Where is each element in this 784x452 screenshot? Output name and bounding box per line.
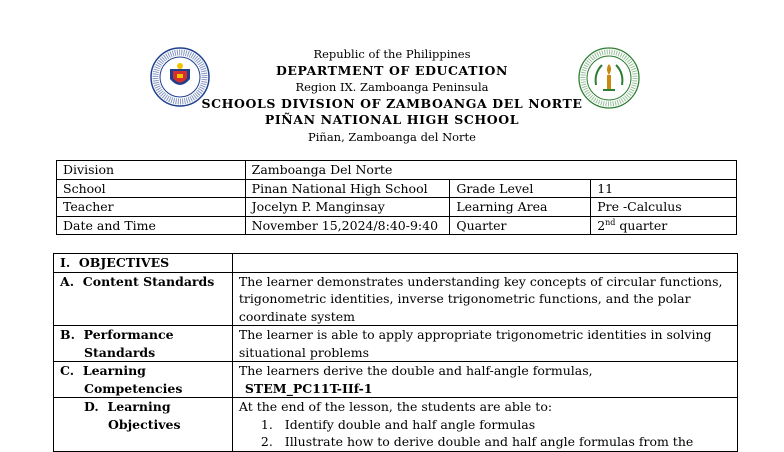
performance-standards-title-2: Standards — [84, 344, 156, 360]
school-label: School — [57, 179, 246, 198]
teacher-value: Jocelyn P. Manginsay — [245, 198, 450, 217]
learning-objectives-row — [54, 398, 738, 452]
objectives-heading-blank — [232, 254, 737, 273]
competency-code: STEM_PC11T-IIf-1 — [244, 380, 373, 396]
learning-objective-item-2-text: Illustrate how to derive double and half angle formulas from the — [284, 434, 694, 449]
learning-competencies-label — [54, 362, 233, 398]
region-line: Region IX. Zamboanga Peninsula — [295, 80, 489, 94]
department-line: DEPARTMENT OF EDUCATION — [275, 62, 509, 78]
objectives-table — [53, 253, 738, 452]
content-standards-title: Content Standards — [82, 273, 215, 289]
division-value: Zamboanga Del Norte — [245, 161, 736, 180]
info-row-school — [57, 179, 737, 198]
date-time-value: November 15,2024/8:40-9:40 — [245, 216, 450, 235]
quarter-word: quarter — [615, 217, 668, 233]
learning-objectives-title-1: Learning — [107, 399, 171, 414]
document-header — [0, 46, 784, 145]
section-number: I. — [60, 255, 71, 270]
performance-standards-label — [54, 326, 233, 362]
objectives-heading-row — [54, 254, 738, 273]
performance-standards-text: The learner is able to apply appropriate trigonometric identities in solving situational problems — [232, 326, 737, 362]
learning-objective-item-2: 2. Illustrate how to derive double and half angle formulas from the — [260, 434, 694, 449]
info-row-teacher — [57, 198, 737, 217]
date-time-label: Date and Time — [57, 216, 246, 235]
quarter-label: Quarter — [450, 216, 591, 235]
division-line: SCHOOLS DIVISION OF ZAMBOANGA DEL NORTE — [201, 95, 583, 111]
learning-objectives-label — [54, 398, 233, 452]
info-table — [56, 160, 737, 235]
learning-area-value: Pre -Calculus — [591, 198, 737, 217]
grade-level-label: Grade Level — [450, 179, 591, 198]
learning-competencies-title-1: Learning — [82, 363, 146, 378]
content-standards-row — [54, 272, 738, 326]
republic-line: Republic of the Philippines — [313, 47, 471, 61]
performance-standards-title-1: Performance — [83, 327, 174, 342]
objectives-heading — [54, 254, 233, 273]
learning-competencies-title-2: Competencies — [84, 380, 183, 396]
learning-objectives-title-2: Objectives — [108, 416, 181, 432]
content-standards-prefix: A. — [60, 273, 75, 289]
learning-competencies-cell — [232, 362, 737, 398]
grade-level-value: 11 — [591, 179, 737, 198]
quarter-ordinal: nd — [605, 217, 616, 227]
school-address-line: Piñan, Zamboanga del Norte — [308, 129, 476, 144]
info-row-division — [57, 161, 737, 180]
learning-objectives-cell — [232, 398, 737, 452]
learning-objective-item-1-text: Identify double and half angle formulas — [284, 416, 536, 432]
division-label: Division — [57, 161, 246, 180]
learning-objective-item-1: 1. Identify double and half angle formulas — [260, 416, 536, 432]
info-row-date — [57, 216, 737, 235]
school-value: Pinan National High School — [245, 179, 450, 198]
learning-area-label: Learning Area — [450, 198, 591, 217]
teacher-label: Teacher — [57, 198, 246, 217]
learning-objectives-intro: At the end of the lesson, the students are able to: — [238, 399, 553, 414]
quarter-value — [591, 216, 737, 235]
section-title: OBJECTIVES — [78, 255, 170, 270]
performance-standards-row — [54, 326, 738, 362]
content-standards-text: The learner demonstrates understanding key concepts of circular functions, trigonometric identities, inverse trigonometric functions, and the polar coordinate system — [232, 272, 737, 326]
quarter-number: 2 — [597, 217, 606, 233]
learning-objectives-prefix: D. — [84, 399, 99, 414]
school-name-line: PIÑAN NATIONAL HIGH SCHOOL — [264, 112, 520, 127]
performance-standards-prefix: B. — [60, 327, 75, 342]
learning-competencies-text: The learners derive the double and half-angle formulas, — [238, 363, 593, 378]
content-standards-label — [54, 272, 233, 326]
learning-competencies-row — [54, 362, 738, 398]
learning-competencies-prefix: C. — [60, 363, 75, 378]
